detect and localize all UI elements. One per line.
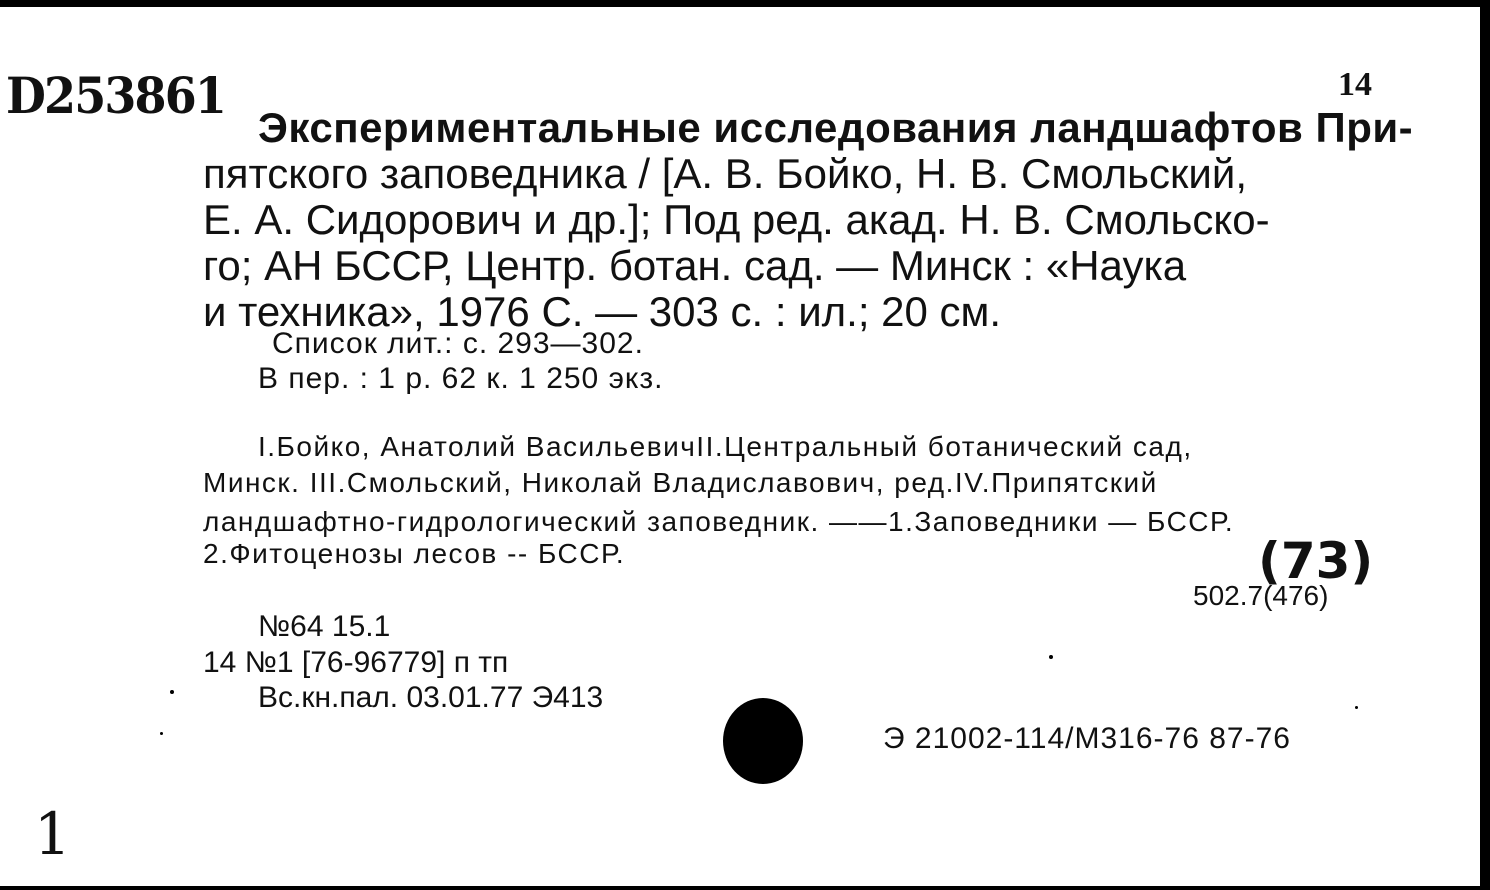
bottom-line-2: 14 №1 [76-96779] п тп [203, 646, 509, 679]
price-note: В пер. : 1 р. 62 к. 1 250 экз. [258, 362, 664, 395]
classification-number: 502.7(476) [1193, 580, 1329, 611]
bottom-line-1: №64 15.1 [258, 610, 391, 643]
speck [170, 690, 174, 694]
handwritten-mark: 1 [34, 800, 71, 868]
publisher-code: Э 21002-114/М316-76 87-76 [883, 722, 1291, 755]
entry-line-5: и техника», 1976 С. — 303 с. : ил.; 20 см. [203, 288, 1002, 335]
handwritten-classification-note: (73) [1258, 532, 1374, 590]
entry-line-4: го; АН БССР, Центр. ботан. сад. — Минск : «Наука [203, 242, 1187, 289]
bottom-line-3: Вс.кн.пал. 03.01.77 Э413 [258, 681, 604, 714]
tracing-line-2: Минск. III.Смольский, Николай Владиславович, ред.IV.Припятский [203, 467, 1158, 498]
entry-line-3: Е. А. Сидорович и др.]; Под ред. акад. Н. В. Смольско- [203, 196, 1270, 243]
card-right-edge [1480, 0, 1490, 890]
entry-title-line-1: Экспериментальные исследования ландшафтов При- [258, 104, 1414, 151]
punch-hole [723, 698, 803, 784]
tracing-line-1: I.Бойко, Анатолий ВасильевичII.Центральный ботанический сад, [258, 431, 1193, 462]
accession-number: D253861 [6, 66, 226, 125]
tracing-line-4: 2.Фитоценозы лесов -- БССР. [203, 538, 626, 569]
card-number: 14 [1338, 66, 1372, 103]
bibliography-note: Список лит.: с. 293—302. [272, 327, 644, 360]
speck [160, 732, 163, 735]
entry-line-2: пятского заповедника / [А. В. Бойко, Н. В. Смольский, [203, 150, 1248, 197]
speck [1049, 655, 1053, 659]
speck [1355, 706, 1358, 709]
card-bottom-edge [0, 886, 1490, 890]
tracing-line-3: ландшафтно-гидрологический заповедник. ——1.Заповедники — БССР. [203, 506, 1235, 537]
card-top-edge [0, 0, 1490, 7]
